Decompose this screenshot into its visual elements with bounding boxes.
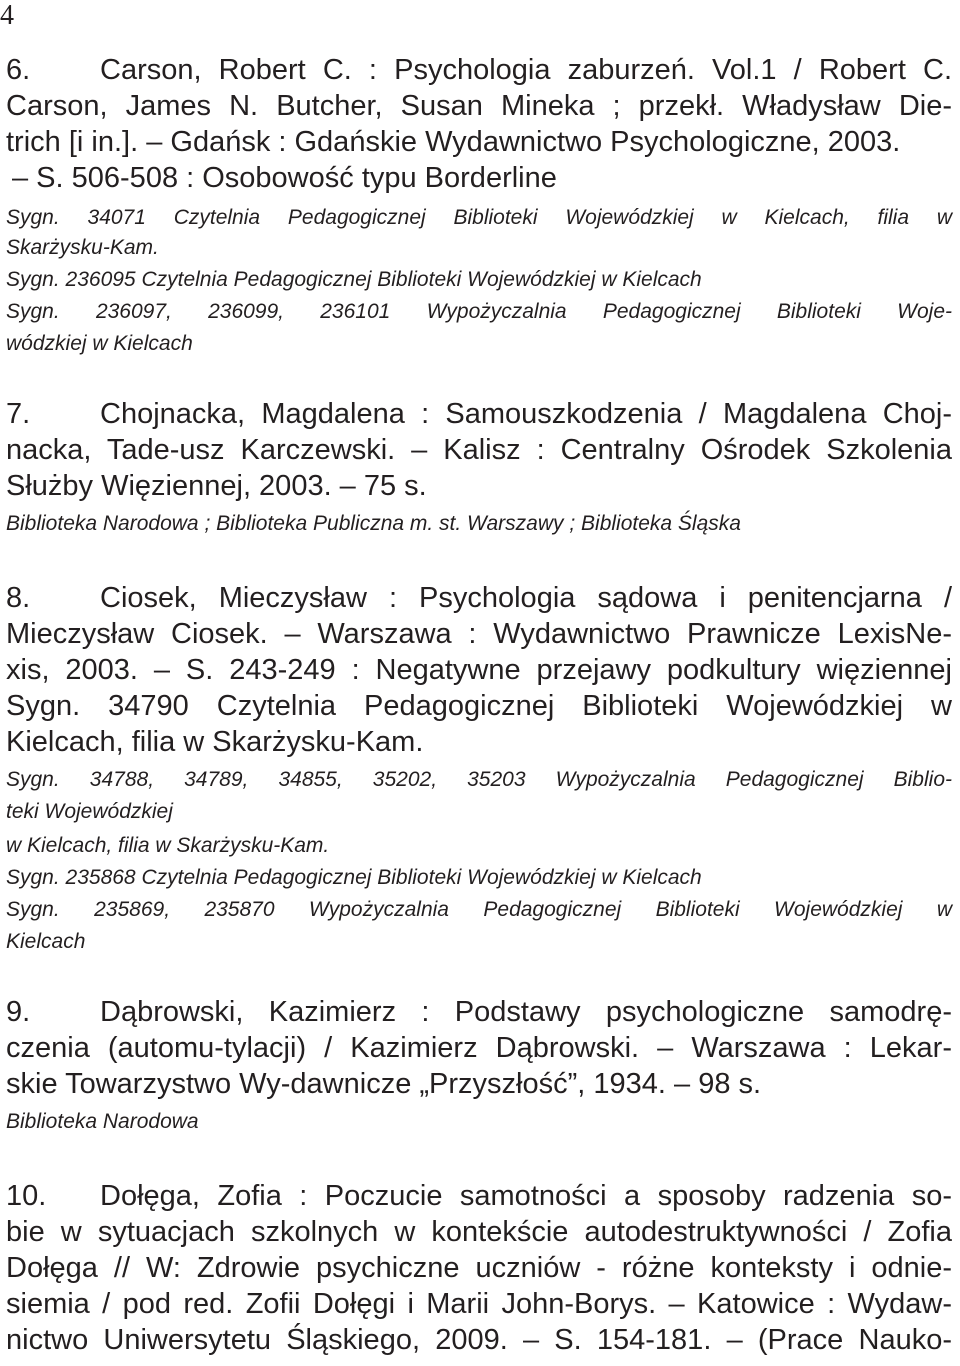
- entry-title-line: czenia (automu-tylacji) / Kazimierz Dąbrowski. – Warszawa : Lekar-: [6, 1032, 952, 1064]
- entry-title-line: skie Towarzystwo Wy-dawnicze „Przyszłość”, 1934. – 98 s.: [6, 1068, 762, 1100]
- entry-title-line: – S. 506-508 : Osobowość typu Borderline: [12, 162, 557, 194]
- location-line: Sygn. 236095 Czytelnia Pedagogicznej Biblioteki Wojewódzkiej w Kielcach: [6, 268, 702, 291]
- entry-title-line: Carson, James N. Butcher, Susan Mineka ; przekł. Władysław Die-: [6, 90, 952, 122]
- location-line: Sygn. 34071 Czytelnia Pedagogicznej Biblioteki Wojewódzkiej w Kielcach, filia w: [6, 206, 952, 229]
- entry-title-line: [6, 54, 952, 87]
- entry-number: 6.: [6, 54, 31, 86]
- entry-number: 9.: [6, 996, 31, 1028]
- entry-number: 7.: [6, 398, 31, 430]
- entry-title-line: [6, 398, 952, 431]
- location-line: Sygn. 236097, 236099, 236101 Wypożyczalnia Pedagogicznej Biblioteki Woje-: [6, 300, 952, 323]
- entry-title-line: Sygn. 34790 Czytelnia Pedagogicznej Biblioteki Wojewódzkiej w: [6, 690, 952, 722]
- entry-title-line: bie w sytuacjach szkolnych w kontekście autodestruktywności / Zofia: [6, 1216, 952, 1248]
- entry-title-line: Dołęga // W: Zdrowie psychiczne uczniów - różne konteksty i odnie-: [6, 1252, 952, 1284]
- entry-number: 10.: [6, 1180, 47, 1212]
- entry-text: Chojnacka, Magdalena : Samouszkodzenia / Magdalena Choj-: [100, 398, 952, 430]
- location-line: w Kielcach, filia w Skarżysku-Kam.: [6, 834, 330, 857]
- entry-text: Carson, Robert C. : Psychologia zaburzeń. Vol.1 / Robert C.: [100, 54, 952, 86]
- entry-title-line: nacka, Tade-usz Karczewski. – Kalisz : Centralny Ośrodek Szkolenia: [6, 434, 952, 466]
- location-line: Sygn. 235869, 235870 Wypożyczalnia Pedagogicznej Biblioteki Wojewódzkiej w: [6, 898, 952, 921]
- entry-title-line: Kielcach, filia w Skarżysku-Kam.: [6, 726, 424, 758]
- location-line: Biblioteka Narodowa: [6, 1110, 199, 1133]
- entry-text: Ciosek, Mieczysław : Psychologia sądowa i penitencjarna /: [100, 582, 952, 614]
- entry-text: Dąbrowski, Kazimierz : Podstawy psychologiczne samodrę-: [100, 996, 952, 1028]
- page-number: 4: [0, 0, 14, 31]
- entry-title-line: nictwo Uniwersytetu Śląskiego, 2009. – S. 154-181. – (Prace Nauko-: [6, 1324, 952, 1356]
- entry-title-line: [6, 582, 952, 615]
- entry-title-line: Mieczysław Ciosek. – Warszawa : Wydawnictwo Prawnicze LexisNe-: [6, 618, 952, 650]
- location-line: wódzkiej w Kielcach: [6, 332, 193, 355]
- entry-title-line: trich [i in.]. – Gdańsk : Gdańskie Wydawnictwo Psychologiczne, 2003.: [6, 126, 901, 158]
- location-line: Sygn. 34788, 34789, 34855, 35202, 35203 Wypożyczalnia Pedagogicznej Biblio-: [6, 768, 952, 791]
- entry-title-line: xis, 2003. – S. 243-249 : Negatywne przejawy podkultury więziennej: [6, 654, 952, 686]
- location-line: Skarżysku-Kam.: [6, 236, 159, 259]
- location-line: teki Wojewódzkiej: [6, 800, 173, 823]
- location-line: Sygn. 235868 Czytelnia Pedagogicznej Biblioteki Wojewódzkiej w Kielcach: [6, 866, 702, 889]
- entry-number: 8.: [6, 582, 31, 614]
- entry-title-line: [6, 1180, 952, 1213]
- location-line: Kielcach: [6, 930, 86, 953]
- entry-title-line: siemia / pod red. Zofii Dołęgi i Marii John-Borys. – Katowice : Wydaw-: [6, 1288, 952, 1320]
- entry-title-line: [6, 996, 952, 1029]
- entry-text: Dołęga, Zofia : Poczucie samotności a sposoby radzenia so-: [100, 1180, 952, 1212]
- location-line: Biblioteka Narodowa ; Biblioteka Publiczna m. st. Warszawy ; Biblioteka Śląska: [6, 512, 741, 535]
- entry-title-line: Służby Więziennej, 2003. – 75 s.: [6, 470, 427, 502]
